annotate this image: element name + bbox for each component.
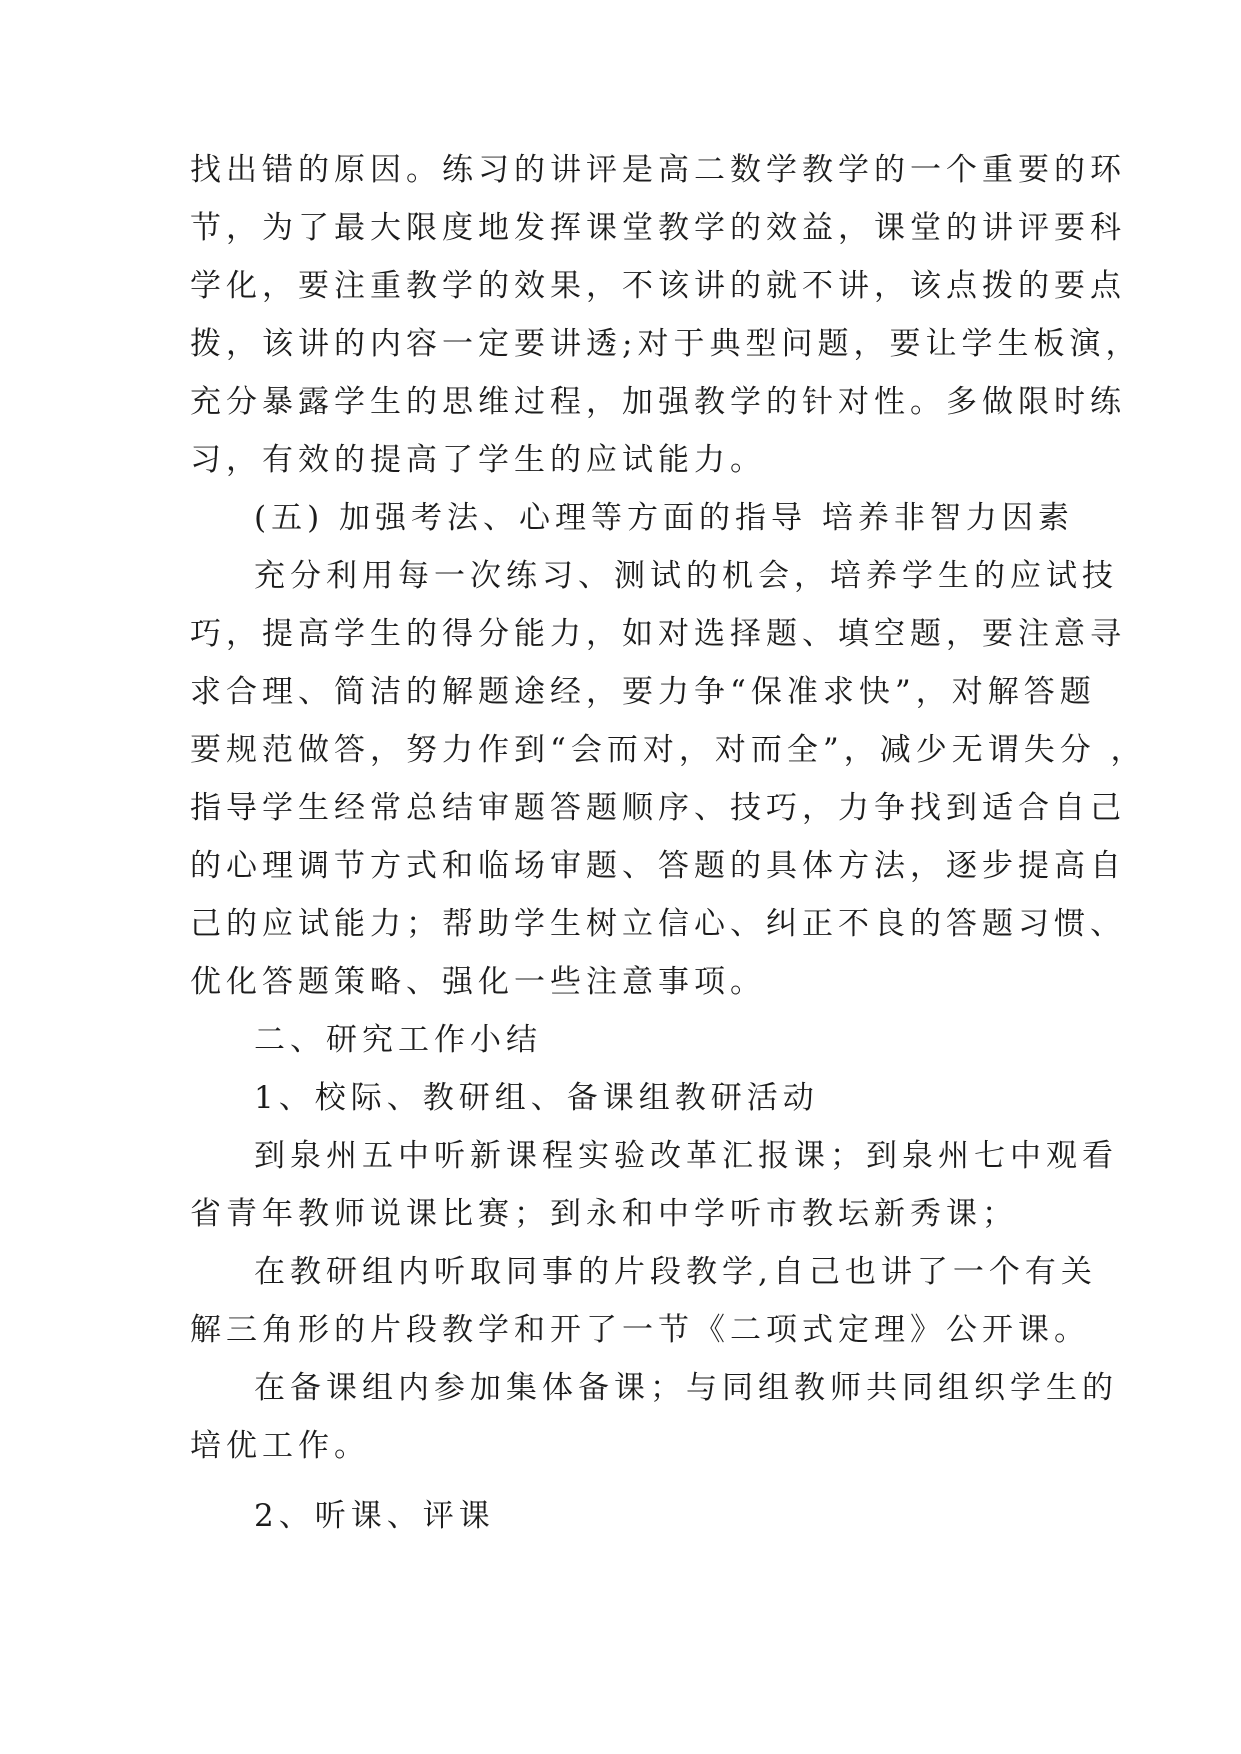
text-line: 到泉州五中听新课程实验改革汇报课；到泉州七中观看: [254, 1138, 1118, 1174]
text-line: 省青年教师说课比赛；到永和中学听市教坛新秀课；: [190, 1196, 1018, 1232]
text-line: 巧，提高学生的得分能力，如对选择题、填空题，要注意寻: [190, 616, 1126, 652]
text-line: 充分利用每一次练习、测试的机会，培养学生的应试技: [254, 558, 1118, 594]
text-line: 找出错的原因。练习的讲评是高二数学教学的一个重要的环: [190, 152, 1126, 188]
text-line: 要规范做答，努力作到“会而对，对而全”，减少无谓失分 ，: [190, 732, 1147, 768]
text-line: 节，为了最大限度地发挥课堂教学的效益，课堂的讲评要科: [190, 210, 1126, 246]
text-line: 在教研组内听取同事的片段教学,自己也讲了一个有关: [254, 1254, 1097, 1290]
text-line: 的心理调节方式和临场审题、答题的具体方法，逐步提高自: [190, 848, 1126, 884]
subsection-heading: 1、校际、教研组、备课组教研活动: [254, 1080, 819, 1116]
section-heading: 二、研究工作小结: [254, 1022, 542, 1058]
text-line: 在备课组内参加集体备课；与同组教师共同组织学生的: [254, 1370, 1118, 1406]
text-line: 学化，要注重教学的效果，不该讲的就不讲，该点拨的要点: [190, 268, 1126, 304]
text-line: 指导学生经常总结审题答题顺序、技巧，力争找到适合自己: [190, 790, 1126, 826]
text-line: 解三角形的片段教学和开了一节《二项式定理》公开课。: [190, 1312, 1090, 1348]
text-line: 拨，该讲的内容一定要讲透;对于典型问题，要让学生板演，: [190, 326, 1142, 362]
text-line: 己的应试能力；帮助学生树立信心、纠正不良的答题习惯、: [190, 906, 1126, 942]
subsection-heading: 2、听课、评课: [254, 1498, 495, 1534]
text-line: 充分暴露学生的思维过程，加强教学的针对性。多做限时练: [190, 384, 1126, 420]
text-line: 优化答题策略、强化一些注意事项。: [190, 964, 766, 1000]
text-line: 习，有效的提高了学生的应试能力。: [190, 442, 766, 478]
section-heading: (五) 加强考法、心理等方面的指导 培养非智力因素: [254, 500, 1074, 536]
text-line: 培优工作。: [190, 1428, 370, 1464]
text-line: 求合理、简洁的解题途经，要力争“保准求快”，对解答题: [190, 674, 1096, 710]
